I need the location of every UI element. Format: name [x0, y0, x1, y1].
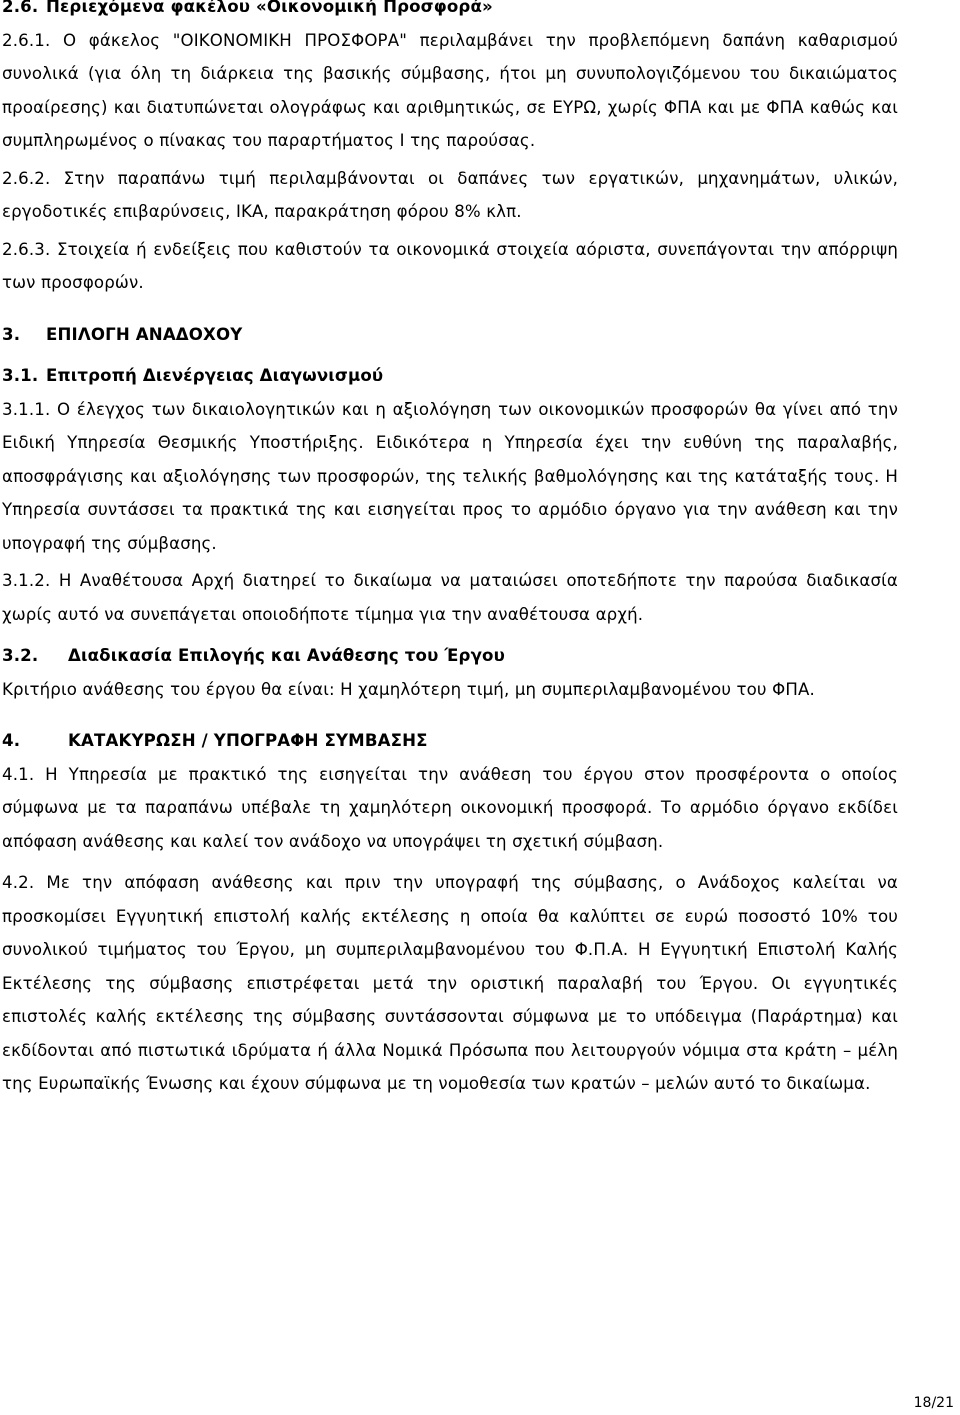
section-2-6-heading [2, 0, 898, 24]
section-3-heading [2, 318, 898, 352]
paragraph-4-2: 4.2. Με την απόφαση ανάθεσης και πριν την υπογραφή της σύμβασης, ο Ανάδοχος καλείται να προσκομίσει Εγγυητική επιστολή καλής εκτέλεσης η οποία θα καλύπτει σε ευρώ ποσοστό 10% του συνολικού τιμήματος του Έργου, μη συμπεριλαμβανομένου του Φ.Π.Α. Η Εγγυητική Επιστολή Καλής Εκτέλεσης της σύμβασης επιστρέφεται μετά την οριστική παραλαβή του Έργου. Οι εγγυητικές επιστολές καλής εκτέλεσης της σύμβασης συντάσσονται σύμφωνα με το υπόδειγμα (Παράρτημα) και εκδίδονται από πιστωτικά ιδρύματα ή άλλα Νομικά Πρόσωπα που λειτουργούν νόμιμα στα κράτη – μέλη της Ευρωπαϊκής Ένωσης και έχουν σύμφωνα με τη νομοθεσία των κρατών – μελών αυτό το δικαίωμα. [2, 873, 898, 1093]
paragraph-4-1: 4.1. Η Υπηρεσία με πρακτικό της εισηγείται την ανάθεση του έργου στον προσφέροντα ο οποίος σύμφωνα με τα παραπάνω υπέβαλε τη χαμηλότερη οικονομική προσφορά. Το αρμόδιο όργανο εκδίδει απόφαση ανάθεσης και καλεί τον ανάδοχο να υπογράψει τη σχετική σύμβαση. [2, 764, 898, 851]
section-number: 3. [2, 324, 21, 344]
paragraph-2-6-3: 2.6.3. Στοιχεία ή ενδείξεις που καθιστούν τα οικονομικά στοιχεία αόριστα, συνεπάγονται την απόρριψη των προσφορών. [2, 239, 898, 292]
section-3-1-heading [2, 359, 898, 393]
section-title: Διαδικασία Επιλογής και Ανάθεσης του Έργου [68, 646, 505, 665]
paragraph-3-2-1: Κριτήριο ανάθεσης του έργου θα είναι: Η χαμηλότερη τιμή, μη συμπεριλαμβανομένου του ΦΠΑ. [2, 679, 815, 699]
section-4-heading [2, 724, 898, 758]
paragraph-2-6-1: 2.6.1. Ο φάκελος "ΟΙΚΟΝΟΜΙΚΗ ΠΡΟΣΦΟΡΑ" περιλαμβάνει την προβλεπόμενη δαπάνη καθαρισμού συνολικά (για όλη τη διάρκεια της βασικής σύμβασης, ήτοι μη συνυπολογιζόμενου του δικαιώματος προαίρεσης) και διατυπώνεται ολογράφως και αριθμητικώς, σε ΕΥΡΩ, χωρίς ΦΠΑ και με ΦΠΑ καθώς και συμπληρωμένος ο πίνακας του παραρτήματος Ι της παρούσας. [2, 30, 898, 150]
section-title: Επιτροπή Διενέργειας Διαγωνισμού [46, 366, 384, 385]
paragraph-3-1-2: 3.1.2. Η Αναθέτουσα Αρχή διατηρεί το δικαίωμα να ματαιώσει οποτεδήποτε την παρούσα διαδικασία χωρίς αυτό να συνεπάγεται οποιοδήποτε τίμημα για την αναθέτουσα αρχή. [2, 571, 898, 624]
section-number: 4. [2, 731, 21, 750]
section-number: 3.1. [2, 366, 39, 385]
paragraph-2-6-2: 2.6.2. Στην παραπάνω τιμή περιλαμβάνονται οι δαπάνες των εργατικών, μηχανημάτων, υλικών, εργοδοτικές επιβαρύνσεις, ΙΚΑ, παρακράτηση φόρου 8% κλπ. [2, 168, 898, 221]
section-title: ΚΑΤΑΚΥΡΩΣΗ / ΥΠΟΓΡΑΦΗ ΣΥΜΒΑΣΗΣ [68, 731, 428, 750]
section-title: Περιεχόμενα φακέλου «Οικονομική Προσφορά» [46, 0, 493, 16]
section-number: 2.6. [2, 0, 39, 16]
document-body [2, 0, 898, 1101]
section-3-2-heading [2, 639, 898, 673]
paragraph-3-1-1: 3.1.1. Ο έλεγχος των δικαιολογητικών και η αξιολόγηση των οικονομικών προσφορών θα γίνει από την Ειδική Υπηρεσία Θεσμικής Υποστήριξης. Ειδικότερα η Υπηρεσία έχει την ευθύνη της παραλαβής, αποσφράγισης και αξιολόγησης των προσφορών, της τελικής βαθμολόγησης και της κατάταξής τους. Η Υπηρεσία συντάσσει τα πρακτικά της και εισηγείται προς το αρμόδιο όργανο για την ανάθεση και την υπογραφή της σύμβασης. [2, 399, 898, 553]
section-title: ΕΠΙΛΟΓΗ ΑΝΑΔΟΧΟΥ [46, 324, 243, 344]
page-number: 18/21 [913, 1395, 954, 1411]
section-number: 3.2. [2, 646, 39, 665]
